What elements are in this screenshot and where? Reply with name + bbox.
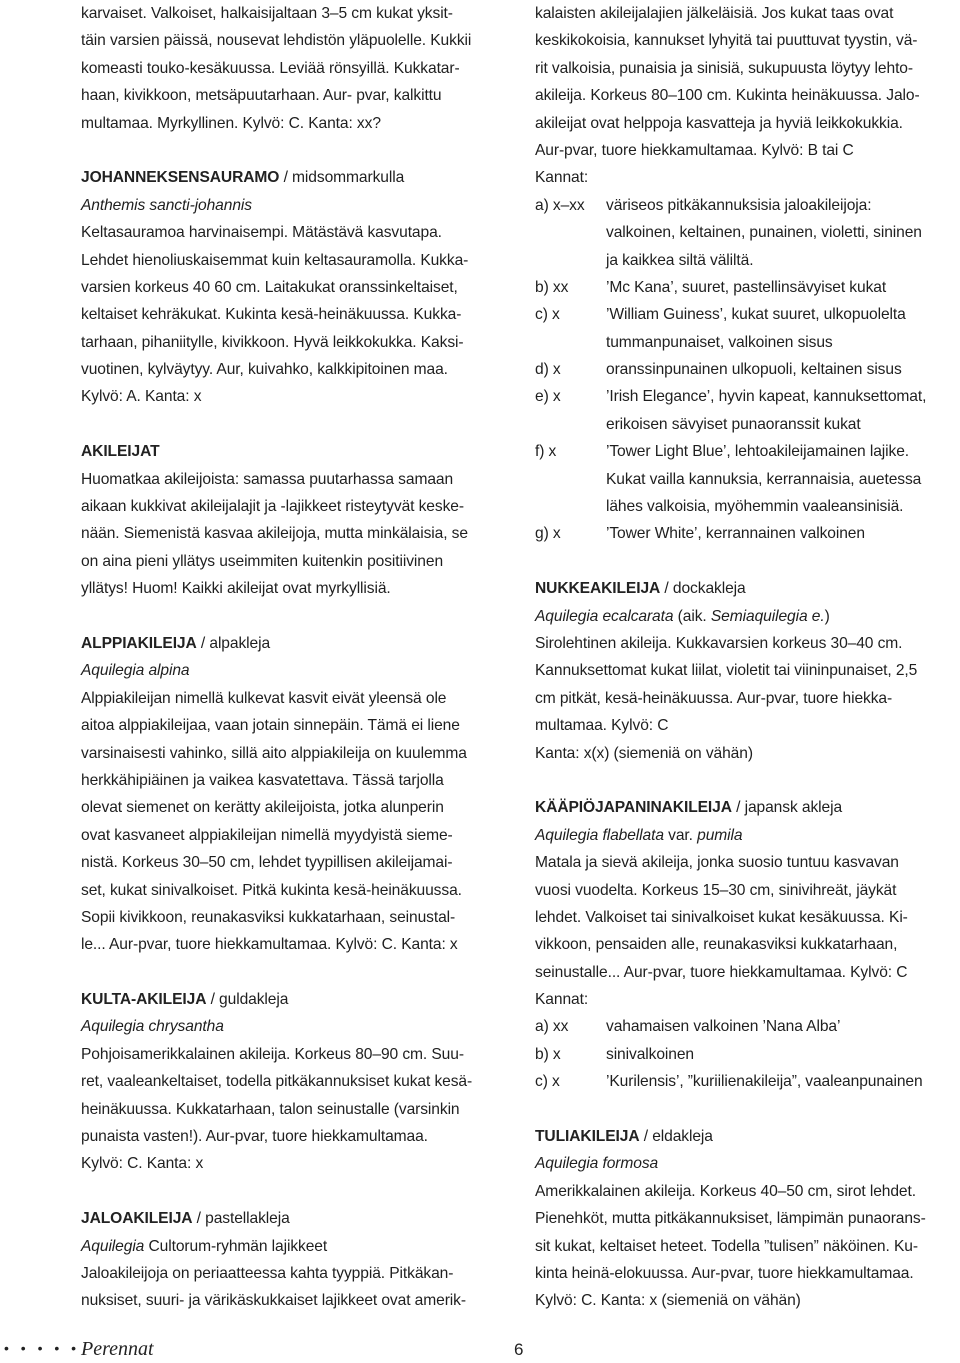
intro-text bbox=[81, 0, 511, 137]
entry-heading bbox=[81, 630, 511, 657]
text-line: ret, vaaleankeltaiset, todella pitkäkannuksiset kukat kesä- bbox=[81, 1073, 473, 1091]
strain-option: f) x ’Tower Light Blue’, lehtoakileijamainen lajike. bbox=[535, 443, 910, 461]
entry-heading bbox=[535, 1123, 955, 1150]
entry-heading bbox=[535, 575, 955, 602]
entry-heading bbox=[81, 1205, 511, 1232]
entry-name: JOHANNEKSENSAURAMO bbox=[81, 169, 280, 187]
entry-name: AKILEIJAT bbox=[81, 443, 160, 461]
text-line: Sopii kivikkoon, reunakasviksi kukkatarhaan, seinustal- bbox=[81, 908, 456, 926]
entry-latin-name: Aquilegia Cultorum-ryhmän lajikkeet bbox=[81, 1237, 328, 1255]
text-line: set, kukat sinivalkoiset. Pitkä kukinta kesä-heinäkuussa. bbox=[81, 881, 462, 899]
text-line: haan, kivikkoon, metsäpuutarhaan. Aur- pvar, kalkittu bbox=[81, 87, 442, 105]
entry-akileijat bbox=[81, 438, 511, 602]
entry-swedish-name: / midsommarkulla bbox=[279, 169, 405, 187]
strain-option-continued: ja kaikkea siltä väliltä. bbox=[606, 251, 754, 269]
strain-option: c) x ’Kurilensis’, ”kuriilienakileija”, vaaleanpunainen bbox=[535, 1073, 923, 1091]
text-line: Kanta: x(x) (siemeniä on vähän) bbox=[535, 744, 753, 762]
entry-latin-name: Aquilegia flabellata var. pumila bbox=[535, 826, 743, 844]
strain-option-continued: tummanpunaiset, valkoinen sisus bbox=[606, 333, 833, 351]
entry-swedish-name: / pastellakleja bbox=[192, 1210, 290, 1228]
text-line: multamaa. Myrkyllinen. Kylvö: C. Kanta: xx? bbox=[81, 114, 381, 132]
text-line: olevat siemenet on kerätty akileijoista, jotka alunperin bbox=[81, 799, 444, 817]
entry-latin-name: Aquilegia alpina bbox=[81, 662, 190, 680]
entry-name: ALPPIAKILEIJA bbox=[81, 634, 197, 652]
strain-option: e) x ’Irish Elegance’, hyvin kapeat, kannuksettomat, bbox=[535, 388, 927, 406]
text-line: seinustalle... Aur-pvar, tuore hiekkamultamaa. Kylvö: C bbox=[535, 963, 908, 981]
entry-name: KÄÄPIÖJAPANINAKILEIJA bbox=[535, 799, 732, 817]
text-line: vuotinen, kylväytyy. Aur, kuivahko, kalkkipitoinen maa. bbox=[81, 361, 448, 379]
text-line: nään. Siemenistä kasvaa akileijoja, mutta minkälaisia, se bbox=[81, 525, 468, 543]
text-line: nistä. Korkeus 30–50 cm, lehdet tyypillisen akileijamai- bbox=[81, 854, 453, 872]
text-line: Keltasauramoa harvinaisempi. Mätästävä kasvutapa. bbox=[81, 224, 442, 242]
entry-latin-name: Aquilegia chrysantha bbox=[81, 1018, 224, 1036]
text-line: herkkähipiäinen ja vaikea kasvatettava. Tässä tarjolla bbox=[81, 771, 444, 789]
text-line: Kylvö: C. Kanta: x (siemeniä on vähän) bbox=[535, 1292, 801, 1310]
text-line: täin varsien päissä, nousevat lehdistön yläpuolelle. Kukkii bbox=[81, 32, 472, 50]
text-line: komeasti touko-kesäkuussa. Leviää rönsyillä. Kukkatar- bbox=[81, 59, 460, 77]
catalog-section-title: Perennat bbox=[81, 1338, 154, 1360]
text-line: Kannat: bbox=[535, 991, 589, 1009]
text-line: Kannuksettomat kukat liilat, violetit tai viininpunaiset, 2,5 bbox=[535, 662, 918, 680]
entry-heading bbox=[81, 164, 511, 191]
strain-option: b) x sinivalkoinen bbox=[535, 1045, 694, 1063]
strain-option: b) xx ’Mc Kana’, suuret, pastellinsävyiset kukat bbox=[535, 278, 887, 296]
entry-latin-name: Aquilegia ecalcarata (aik. Semiaquilegia e.) bbox=[535, 607, 830, 625]
text-line: heinäkuussa. Kukkatarhaan, talon seinustalle (varsinkin bbox=[81, 1100, 460, 1118]
text-line: akileijat ovat helppoja kasvatteja ja hyviä leikkokukkia. bbox=[535, 114, 903, 132]
entry-heading bbox=[535, 794, 955, 821]
strain-option-continued: erikoisen sävyiset punaoranssit kukat bbox=[606, 415, 861, 433]
entry-name: NUKKEAKILEIJA bbox=[535, 580, 661, 598]
page-number: 6 bbox=[514, 1340, 524, 1359]
entry-swedish-name: / eldakleja bbox=[639, 1128, 713, 1146]
strain-option: d) x oranssinpunainen ulkopuoli, keltainen sisus bbox=[535, 361, 902, 379]
left-column bbox=[81, 0, 511, 1315]
text-line: kinta heinä-elokuussa. Aur-pvar, tuore hiekkamultamaa. bbox=[535, 1264, 914, 1282]
entry-tuliakileija bbox=[535, 1123, 955, 1315]
entry-heading bbox=[81, 986, 511, 1013]
entry-name: TULIAKILEIJA bbox=[535, 1128, 640, 1146]
text-line: on aina pieni yllätys useimmiten kuitenkin positiivinen bbox=[81, 552, 444, 570]
strain-option-continued: Kukat vailla kannuksia, kerrannaisia, auetessa bbox=[606, 470, 922, 488]
jalo-continuation bbox=[535, 0, 955, 192]
text-line: multamaa. Kylvö: C bbox=[535, 717, 669, 735]
text-line: Matala ja sievä akileija, jonka suosio tuntuu kasvavan bbox=[535, 854, 899, 872]
text-line: Kylvö: A. Kanta: x bbox=[81, 388, 202, 406]
entry-nukkeakileija bbox=[535, 575, 955, 767]
text-line: Huomatkaa akileijoista: samassa puutarhassa samaan bbox=[81, 470, 454, 488]
entry-latin-name: Aquilegia formosa bbox=[535, 1155, 659, 1173]
strain-option: g) x ’Tower White’, kerrannainen valkoinen bbox=[535, 525, 865, 543]
text-line: Alppiakileijan nimellä kulkevat kasvit eivät yleensä ole bbox=[81, 689, 447, 707]
text-line: varsien korkeus 40 60 cm. Laitakukat oranssinkeltaiset, bbox=[81, 278, 458, 296]
text-line: Lehdet hienoliuskaisemmat kuin keltasauramolla. Kukka- bbox=[81, 251, 469, 269]
text-line: rit valkoisia, punaisia ja sinisiä, sukupuusta löytyy lehto- bbox=[535, 59, 913, 77]
entry-swedish-name: / guldakleja bbox=[206, 991, 289, 1009]
text-line: Jaloakileijoja on periaatteessa kahta tyyppiä. Pitkäkan- bbox=[81, 1264, 454, 1282]
entry-kaapiojapaninakileija bbox=[535, 794, 955, 1095]
text-line: Pienehköt, mutta pitkäkannuksiset, lämpimän punaorans- bbox=[535, 1210, 926, 1228]
entry-alppiakileija bbox=[81, 630, 511, 959]
entry-name: JALOAKILEIJA bbox=[81, 1210, 193, 1228]
entry-swedish-name: / alpakleja bbox=[196, 634, 271, 652]
strain-option: a) xx vahamaisen valkoinen ’Nana Alba’ bbox=[535, 1018, 841, 1036]
decorative-dots: • • • • • bbox=[4, 1340, 81, 1356]
text-line: lehdet. Valkoiset tai sinivalkoiset kukat kesäkuussa. Ki- bbox=[535, 908, 908, 926]
strain-option-continued: lähes valkoisia, myöhemmin vaaleansinisiä. bbox=[606, 498, 904, 516]
page-footer bbox=[0, 1338, 960, 1363]
text-line: yllätys! Huom! Kaikki akileijat ovat myrkyllisiä. bbox=[81, 580, 391, 598]
text-line: aikaan kukkivat akileijalajit ja -lajikkeet risteytyvät keske- bbox=[81, 498, 464, 516]
text-line: Pohjoisamerikkalainen akileija. Korkeus 80–90 cm. Suu- bbox=[81, 1045, 464, 1063]
entry-kulta-akileija bbox=[81, 986, 511, 1178]
text-line: Aur-pvar, tuore hiekkamultamaa. Kylvö: B tai C bbox=[535, 141, 854, 159]
text-line: karvaiset. Valkoiset, halkaisijaltaan 3–5 cm kukat yksit- bbox=[81, 5, 453, 22]
text-line: varsinaisesti vahinko, sillä aito alppiakileija on kuulemma bbox=[81, 744, 467, 762]
strain-list bbox=[535, 192, 955, 548]
entry-swedish-name: / dockakleja bbox=[660, 580, 746, 598]
text-line: aitoa alppiakileijaa, vaan jotain sinnepäin. Tämä ei liene bbox=[81, 717, 460, 735]
right-column bbox=[535, 0, 955, 1315]
text-line: sit kukat, keltaiset heteet. Todella ”tulisen” näköinen. Ku- bbox=[535, 1237, 918, 1255]
text-line: Kylvö: C. Kanta: x bbox=[81, 1155, 204, 1173]
strain-option: c) x ’William Guiness’, kukat suuret, ulkopuolelta bbox=[535, 306, 906, 324]
entry-johanneksensauramo bbox=[81, 164, 511, 411]
text-line: Kannat: bbox=[535, 169, 589, 187]
text-line: Sirolehtinen akileija. Kukkavarsien korkeus 30–40 cm. bbox=[535, 634, 903, 652]
text-line: vuosi vuodelta. Korkeus 15–30 cm, sinivihreät, jäykät bbox=[535, 881, 897, 899]
text-line: keltaiset kehräkukat. Kukinta kesä-heinäkuussa. Kukka- bbox=[81, 306, 462, 324]
text-line: cm pitkät, kesä-heinäkuussa. Aur-pvar, tuore hiekka- bbox=[535, 689, 893, 707]
text-line: vikkoon, pensaiden alle, reunakasviksi kukkatarhaan, bbox=[535, 936, 898, 954]
text-line: le... Aur-pvar, tuore hiekkamultamaa. Kylvö: C. Kanta: x bbox=[81, 936, 458, 954]
text-line: keskikokoisia, kannukset lyhyitä tai puuttuvat tyystin, vä- bbox=[535, 32, 918, 50]
text-line: ovat kasvaneet alppiakileijan nimellä myydyistä sieme- bbox=[81, 826, 453, 844]
strain-option-continued: valkoinen, keltainen, punainen, violetti, sininen bbox=[606, 224, 922, 242]
text-line: punaista vasten!). Aur-pvar, tuore hiekkamultamaa. bbox=[81, 1128, 428, 1146]
text-line: akileija. Korkeus 80–100 cm. Kukinta heinäkuussa. Jalo- bbox=[535, 87, 920, 105]
text-line: nuksiset, suuri- ja värikäskukkaiset lajikkeet ovat amerik- bbox=[81, 1292, 466, 1310]
entry-name: KULTA-AKILEIJA bbox=[81, 991, 207, 1009]
text-line: Amerikkalainen akileija. Korkeus 40–50 cm, sirot lehdet. bbox=[535, 1182, 916, 1200]
entry-jaloakileija bbox=[81, 1205, 511, 1315]
entry-swedish-name: / japansk akleja bbox=[731, 799, 843, 817]
strain-option: a) x–xx väriseos pitkäkannuksisia jaloakileijoja: bbox=[535, 196, 872, 214]
text-line: kalaisten akileijalajien jälkeläisiä. Jos kukat taas ovat bbox=[535, 5, 894, 22]
text-line: tarhaan, pihaniitylle, kivikkoon. Hyvä leikkokukka. Kaksi- bbox=[81, 333, 464, 351]
entry-latin-name: Anthemis sancti-johannis bbox=[81, 196, 252, 214]
